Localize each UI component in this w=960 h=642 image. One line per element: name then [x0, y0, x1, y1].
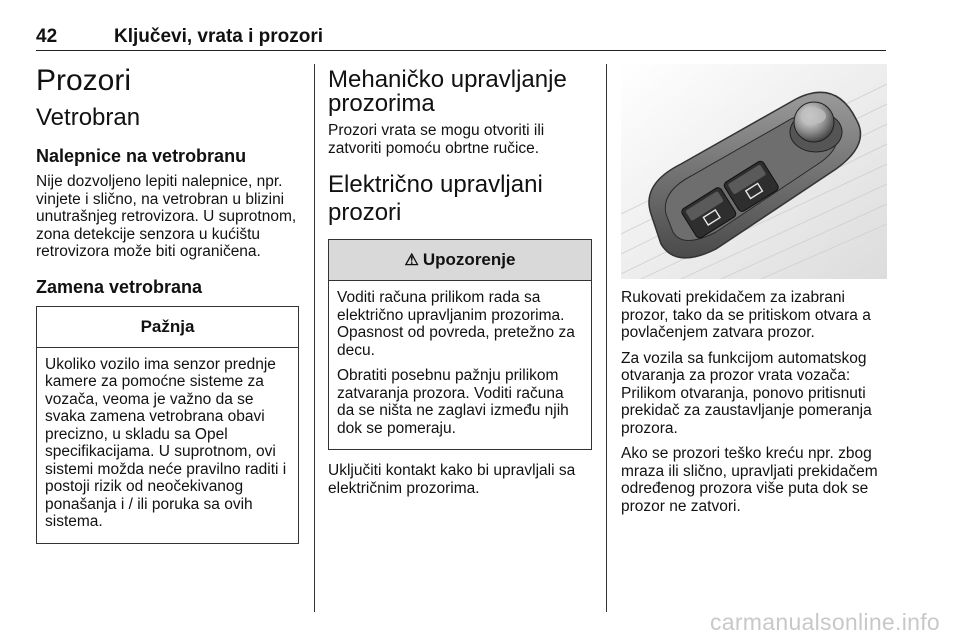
body-paragraph: Nije dozvoljeno lepiti nalepnice, npr. vinjete i slično, na vetrobran u blizini unutrašnjeg retrovizora. U suprotnom, zona detekcije senzora u kućištu retrovizora može biti ograničena. — [36, 173, 297, 260]
warning-title: Upozorenje — [422, 250, 516, 269]
section-heading: Vetrobran — [36, 104, 141, 131]
page-header — [36, 24, 886, 51]
section-heading: Mehaničko upravljanje — [328, 66, 567, 93]
chapter-title: Prozori — [36, 64, 132, 97]
notice-box — [36, 306, 299, 544]
column-left — [36, 64, 299, 544]
subsection-heading: Nalepnice na vetrobranu — [36, 146, 247, 166]
column-divider — [606, 64, 607, 612]
section-heading: Električno upravljani prozori — [328, 171, 543, 226]
subsection-heading: Zamena vetrobrana — [36, 276, 203, 297]
warning-text: Obratiti posebnu pažnju prilikom zatvaranja prozora. Voditi računa da se ništa ne zaglavi između njih dok se pomeraju. — [337, 367, 569, 437]
body-paragraph: Uključiti kontakt kako bi upravljali sa električnim prozorima. — [328, 462, 576, 497]
warning-triangle-icon: ⚠ — [404, 252, 419, 269]
notice-title: Pažnja — [37, 307, 298, 348]
warning-box — [328, 239, 592, 450]
warning-header — [329, 240, 591, 281]
watermark: carmanualsonline.info — [709, 609, 940, 635]
body-paragraph: Rukovati prekidačem za izabrani prozor, tako da se pritiskom otvara a povlačenjem zatvara prozor. — [621, 289, 871, 341]
column-right — [621, 64, 887, 523]
section-heading-cont: prozorima — [328, 90, 435, 117]
column-divider — [314, 64, 315, 612]
column-middle — [328, 64, 592, 505]
page-number: 42 — [36, 26, 58, 47]
window-switch-image — [621, 64, 887, 279]
body-paragraph: Prozori vrata se mogu otvoriti ili zatvoriti pomoću obrtne ručice. — [328, 122, 545, 157]
notice-text: Ukoliko vozilo ima senzor prednje kamere za pomoćne sisteme za vozača, veoma je važno da se svaka zamena vetrobrana obavi precizno, u skladu sa Opel specifikacijama. U suprotnom, ovi sistemi možda neće pravilno raditi i postoji rizik od neočekivanog ponašanja i / ili poruka sa ovih sistema. — [45, 355, 287, 530]
body-paragraph: Ako se prozori teško kreću npr. zbog mraza ili slično, upravljati prekidačem određenog prozora više puta dok se prozor ne zatvori. — [621, 445, 878, 515]
warning-text: Voditi računa prilikom rada sa električno upravljanim prozorima. Opasnost od povreda, pretežno za decu. — [337, 289, 575, 359]
body-paragraph: Za vozila sa funkcijom automatskog otvaranja za prozor vrata vozača: Prilikom otvaranja, ponovo pritisnuti prekidač za zaustavljanje pomeranja prozora. — [621, 349, 872, 437]
section-title: Ključevi, vrata i prozori — [114, 26, 324, 47]
